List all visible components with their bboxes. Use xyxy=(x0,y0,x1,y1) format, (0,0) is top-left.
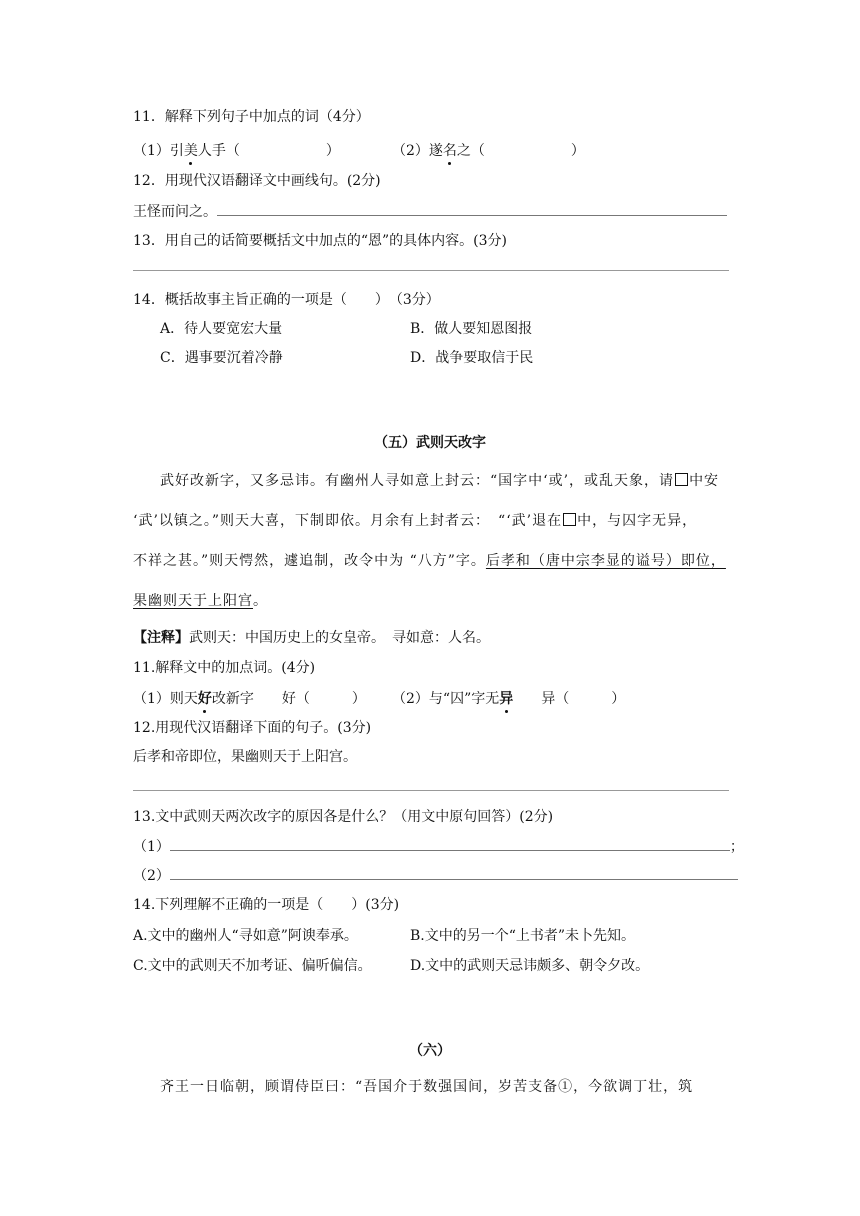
passage-line-1 xyxy=(160,470,719,490)
annotation-label: 【注释】 xyxy=(133,630,189,646)
passage-underlined-sentence-part2: 果幽则天于上阳宫 xyxy=(133,593,253,609)
s5-q11-part1-pre: （1）则天 xyxy=(133,691,198,707)
s5-q14-option-a: A.文中的幽州人“寻如意”阿谀奉承。 xyxy=(133,928,358,944)
blank-box-1 xyxy=(675,473,688,486)
s5-q13-answer-1-end: ； xyxy=(729,839,744,855)
q11-part1-post: 人手（ xyxy=(197,143,240,159)
s5-q13-heading: 13.文中武则天两次改字的原因各是什么？（用文中原句回答）(2分) xyxy=(133,809,554,825)
q11-part2-dotted-word: 名 xyxy=(443,140,457,160)
q12-answer-blank[interactable] xyxy=(217,215,727,216)
passage-line-4-end: 。 xyxy=(253,593,268,609)
q11-part1-close: ） xyxy=(325,143,340,159)
blank-box-2 xyxy=(563,513,576,526)
s5-q13-answer-2 xyxy=(133,865,738,885)
s5-q13-answer-1 xyxy=(133,836,744,856)
q11-part1-pre: （1）引 xyxy=(133,143,184,159)
passage-line-2-text: ‘武’以镇之。”则天大喜，下制即依。月余有上封者云： “‘武’退在 xyxy=(133,513,563,529)
passage-line-4 xyxy=(133,590,268,610)
s5-q11-part2-pre: （2）与“囚”字无 xyxy=(392,691,500,707)
q14-option-a: A．待人要宽宏大量 xyxy=(160,321,283,337)
s5-q11-part1-dotted-word: 好 xyxy=(198,688,212,708)
s5-q12-sentence: 后孝和帝即位，果幽则天于上阳宫。 xyxy=(133,749,357,765)
q11-heading: 11．解释下列句子中加点的词（4分） xyxy=(133,109,370,125)
s5-q11-part2 xyxy=(392,688,625,708)
q14-option-d: D．战争要取信于民 xyxy=(410,350,534,366)
annotation xyxy=(133,627,490,647)
s5-q13-answer-2-blank[interactable] xyxy=(170,879,738,880)
q11-part2-post: 之（ xyxy=(456,143,485,159)
q13-heading: 13．用自己的话简要概括文中加点的“恩”的具体内容。(3分) xyxy=(133,233,507,249)
q12-answer-line xyxy=(133,201,727,221)
q12-sentence: 王怪而问之。 xyxy=(133,204,217,220)
q14-option-c: C．遇事要沉着冷静 xyxy=(160,350,283,366)
s5-q11-part1 xyxy=(133,688,366,708)
s5-q12-heading: 12.用现代汉语翻译下面的句子。(3分) xyxy=(133,720,372,736)
passage-line-2 xyxy=(133,510,697,530)
section5-title: （五）武则天改字 xyxy=(374,435,486,451)
q11-part2-pre: （2）遂 xyxy=(392,143,443,159)
passage-line-1-text: 武好改新字，又多忌讳。有幽州人寻如意上封云：“国字中‘或’，或乱天象，请 xyxy=(160,473,675,489)
s5-q13-answer-1-label: （1） xyxy=(133,839,170,855)
s5-q11-heading: 11.解释文中的加点词。(4分) xyxy=(133,660,316,676)
s5-q14-option-c: C.文中的武则天不加考证、偏听偏信。 xyxy=(133,958,372,974)
q13-answer-rule[interactable] xyxy=(133,270,729,271)
passage-line-3 xyxy=(133,550,726,570)
q12-heading: 12．用现代汉语翻译文中画线句。(2分) xyxy=(133,173,381,189)
q11-part2-close: ） xyxy=(570,143,585,159)
passage-underlined-sentence-part1: 后孝和（唐中宗李显的谥号）即位， xyxy=(485,553,726,569)
section6-passage-line-1: 齐王一日临朝，顾谓侍臣曰：“吾国介于数强国间，岁苦支备①，今欲调丁壮，筑 xyxy=(160,1079,694,1095)
annotation-text: 武则天：中国历史上的女皇帝。 寻如意：人名。 xyxy=(189,630,490,646)
s5-q13-answer-2-label: （2） xyxy=(133,868,170,884)
q11-part2 xyxy=(392,140,585,160)
q14-heading: 14．概括故事主旨正确的一项是（ ） （3分） xyxy=(133,292,440,308)
s5-q11-part2-dotted-word: 异 xyxy=(499,688,513,708)
passage-line-2-end: 中，与囚字无异， xyxy=(577,513,698,529)
q14-option-b: B．做人要知恩图报 xyxy=(410,321,533,337)
s5-q14-option-d: D.文中的武则天忌讳颇多、朝令夕改。 xyxy=(410,958,650,974)
passage-line-1-end: 中安 xyxy=(689,473,720,489)
passage-line-3-text: 不祥之甚。”则天愕然，遽追制，改令中为 “八方”字。 xyxy=(133,553,486,569)
s5-q14-option-b: B.文中的另一个“上书者”未卜先知。 xyxy=(410,928,636,944)
q11-part1 xyxy=(133,140,340,160)
q11-part1-dotted-word: 美 xyxy=(184,140,198,160)
s5-q11-part1-post: 改新字 好（ ） xyxy=(211,691,366,707)
s5-q13-answer-1-blank[interactable] xyxy=(170,850,730,851)
s5-q11-part2-post: 异（ ） xyxy=(513,691,626,707)
s5-q12-answer-rule[interactable] xyxy=(133,790,729,791)
section6-title: （六） xyxy=(409,1043,451,1059)
s5-q14-heading: 14.下列理解不正确的一项是（ ）(3分) xyxy=(133,897,400,913)
